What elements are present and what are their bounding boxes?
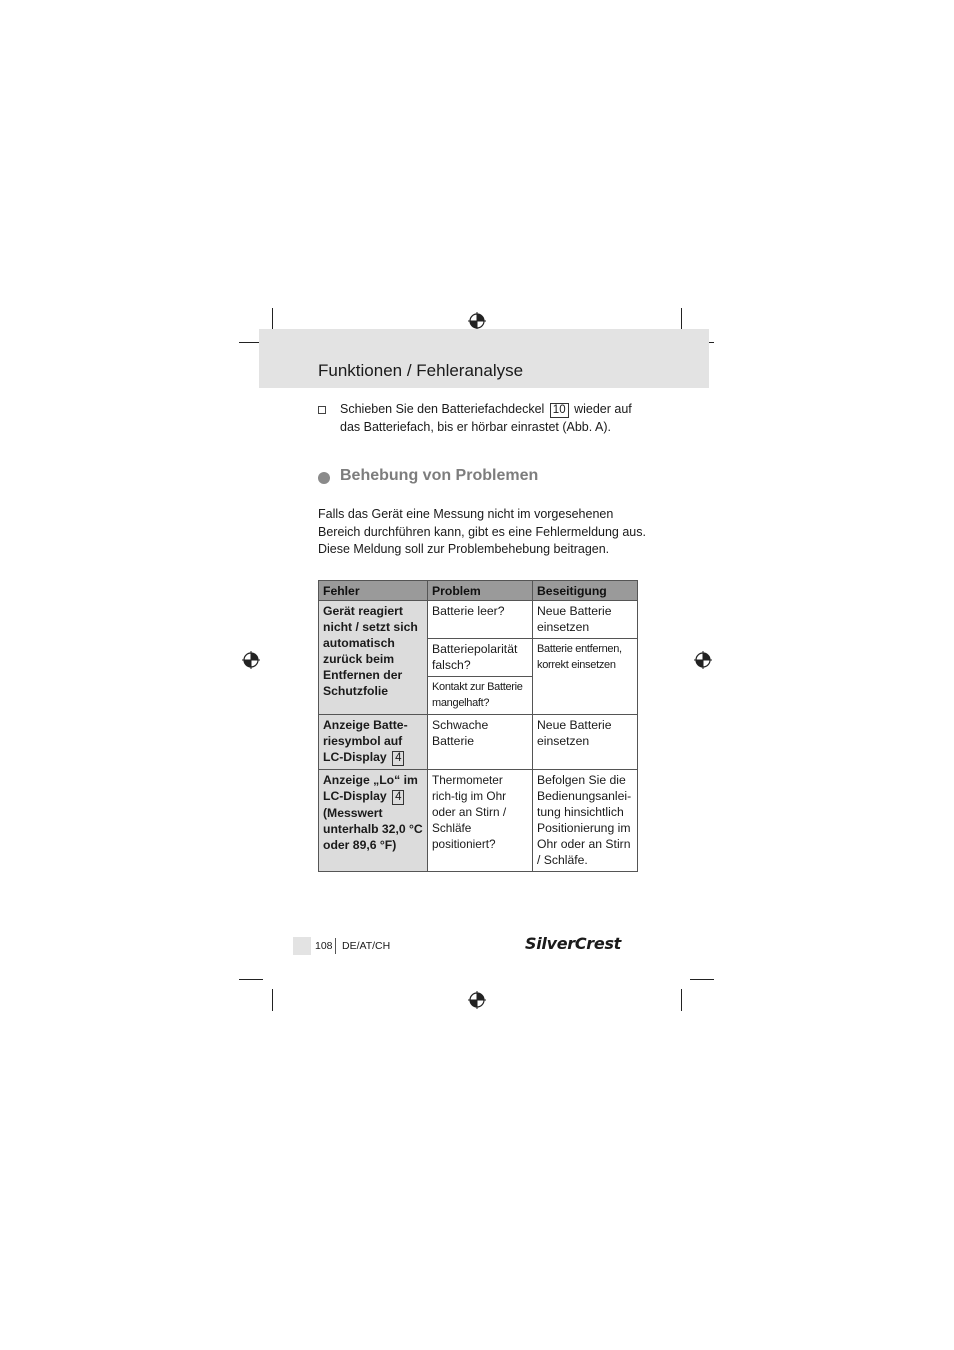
crop-mark (239, 979, 263, 980)
column-header-fehler: Fehler (319, 581, 428, 601)
section-bullet-icon (318, 472, 330, 484)
problem-cell: Schwache Batterie (428, 715, 533, 770)
error-text: Anzeige „Lo“ im LC-Display (323, 773, 418, 803)
error-cell (319, 715, 428, 770)
section-title: Behebung von Problemen (340, 467, 539, 484)
intro-paragraph: Falls das Gerät eine Messung nicht im vorgesehenen Bereich durchführen kann, gibt es eine Fehlermeldung aus. Diese Meldung soll zur Problembehebung beitragen. (318, 507, 646, 556)
error-text: (Messwert unterhalb 32,0 °C oder 89,6 °F) (323, 806, 423, 852)
table-row (319, 770, 638, 872)
footer-divider (335, 938, 336, 954)
registration-mark-icon (468, 991, 486, 1009)
page-number: 108 (315, 940, 333, 952)
crop-mark (681, 989, 682, 1011)
page-title: Funktionen / Fehleranalyse (318, 361, 524, 380)
error-text: Anzeige Batte-riesymbol auf LC-Display (323, 718, 408, 764)
step-text-before: Schieben Sie den Batteriefachdeckel (340, 402, 545, 416)
table-header-row (319, 581, 638, 601)
column-header-beseitigung: Beseitigung (533, 581, 638, 601)
step-bullet-icon (318, 406, 326, 414)
problem-cell: Thermometer rich-tig im Ohr oder an Stirn / Schläfe positioniert? (428, 770, 533, 872)
problem-cell: Kontakt zur Batterie mangelhaft? (428, 677, 533, 715)
crop-mark (272, 989, 273, 1011)
step-text-after: wieder auf das Batteriefach, bis er hörbar einrastet (Abb. A). (340, 402, 632, 434)
fix-cell: Neue Batterie einsetzen (533, 601, 638, 639)
registration-mark-icon (694, 651, 712, 669)
error-cell (319, 770, 428, 872)
error-cell: Gerät reagiert nicht / setzt sich automatisch zurück beim Entfernen der Schutzfolie (319, 601, 428, 715)
brand-logo: SilverCrest (525, 934, 622, 953)
crop-mark (272, 308, 273, 330)
fix-cell: Batterie entfernen, korrekt einsetzen (533, 639, 638, 715)
part-reference: 4 (392, 751, 404, 766)
problem-cell: Batterie leer? (428, 601, 533, 639)
table-row (319, 601, 638, 639)
fix-cell: Neue Batterie einsetzen (533, 715, 638, 770)
part-reference: 4 (392, 790, 404, 805)
crop-mark (681, 308, 682, 330)
registration-mark-icon (468, 312, 486, 330)
language-codes: DE/AT/CH (342, 940, 391, 952)
registration-mark-icon (242, 651, 260, 669)
crop-mark (690, 979, 714, 980)
footer-tab (293, 937, 311, 955)
troubleshooting-table (318, 580, 638, 872)
column-header-problem: Problem (428, 581, 533, 601)
problem-cell: Batteriepolarität falsch? (428, 639, 533, 677)
step-instruction (340, 400, 640, 436)
fix-cell: Befolgen Sie die Bedienungsanlei-tung hinsichtlich Positionierung im Ohr oder an Stirn / Schläfe. (533, 770, 638, 872)
table-row (319, 715, 638, 770)
part-reference: 10 (550, 403, 569, 418)
